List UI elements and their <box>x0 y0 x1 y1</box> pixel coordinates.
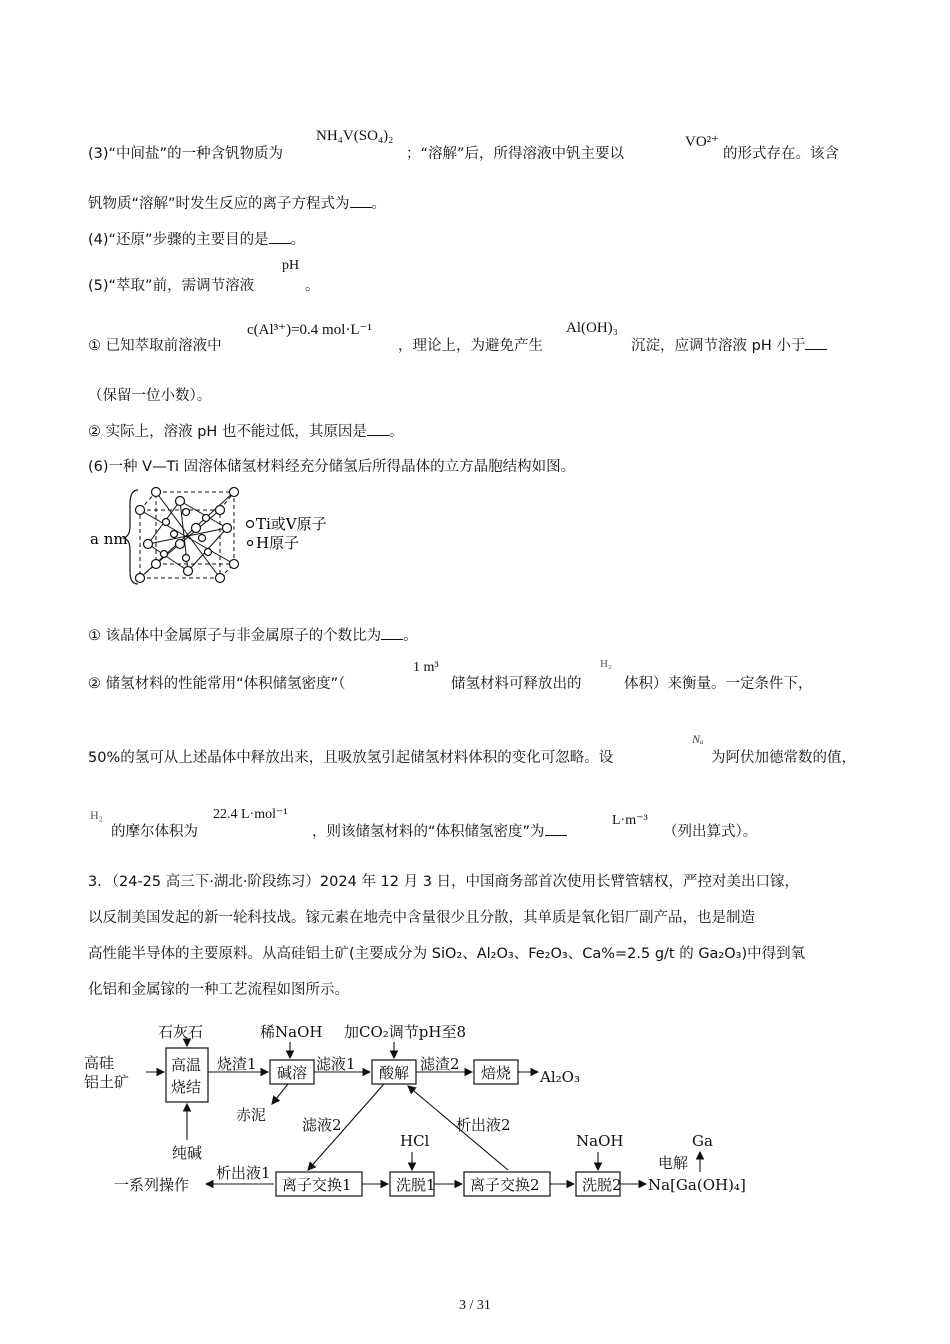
alkali-label: 碱溶 <box>277 1064 308 1082</box>
q6-4-t2 <box>312 820 567 841</box>
answer-blank <box>350 195 372 208</box>
eluate2-label: 析出液2 <box>456 1116 511 1134</box>
roast-label: 焙烧 <box>481 1064 512 1082</box>
electrolysis-label: 电解 <box>658 1154 689 1172</box>
formula-h2: H₂ <box>600 658 612 670</box>
text: ，则该储氢材料的“体积储氢密度”为 <box>312 824 545 840</box>
acid-label: 酸解 <box>379 1064 410 1082</box>
raw-label-2: 铝土矿 <box>84 1073 130 1091</box>
q6-2 <box>88 672 345 693</box>
q6-2-mid: 储氢材料可释放出的 <box>451 676 582 692</box>
q7-line-2: 以反制美国发起的新一轮科技战。镓元素在地壳中含量很少且分散，其单质是氧化铝厂副产品，也是制造 <box>88 910 755 926</box>
text: ② 实际上，溶液 pH 也不能过低，其原因是 <box>88 424 367 440</box>
legend-ti-label: Ti或V原子 <box>256 515 327 533</box>
text: ① 已知萃取前溶液中 <box>88 338 222 354</box>
product-label: Na[Ga(OH)₄] <box>648 1176 746 1194</box>
formula-vo2: VO²⁺ <box>685 134 720 150</box>
wash1-label: 洗脱1 <box>396 1176 436 1194</box>
q7-line-4: 化铝和金属镓的一种工艺流程如图所示。 <box>88 982 349 998</box>
formula-c-al: c(Al³⁺)=0.4 mol·L⁻¹ <box>247 322 372 338</box>
q5-1b: （保留一位小数）。 <box>88 388 212 404</box>
q5-1 <box>88 334 222 355</box>
hcl-label: HCl <box>400 1132 430 1150</box>
q6-3 <box>88 746 613 767</box>
q5-1-mid: ，理论上，为避免产生 <box>398 338 543 354</box>
text: ② 储氢材料的性能常用“体积储氢密度”（ <box>88 676 346 692</box>
text: (3)“中间盐”的一种含钒物质为 <box>88 146 284 162</box>
q7-line-1: 3．（24-25 高三下·湖北·阶段练习）2024 年 12 月 3 日，中国商务部首次使用长臂管辖权，严控对美出口镓， <box>88 874 800 890</box>
residue2-label: 滤渣2 <box>420 1055 460 1073</box>
wash2-label: 洗脱2 <box>582 1176 622 1194</box>
page-number: 3 / 31 <box>459 1298 491 1313</box>
q7-line-3: 高性能半导体的主要原料。从高硅铝土矿(主要成分为 SiO₂、Al₂O₃、Fe₂O₃、Ca%=2.5 g/t 的 Ga₂O₃)中得到氧 <box>88 946 806 962</box>
answer-blank <box>381 627 403 640</box>
q5-end: 。 <box>305 278 320 294</box>
q5-1-suffix <box>631 334 827 355</box>
formula-na: Nₐ <box>692 732 704 746</box>
filtrate2-label: 滤液2 <box>302 1116 342 1134</box>
text: 钒物质“溶解”时发生反应的离子方程式为 <box>88 196 350 212</box>
q6-4-t1: 的摩尔体积为 <box>111 824 198 840</box>
crystal-structure-figure <box>86 482 366 588</box>
text: 50%的氢可从上述晶体中释放出来，且吸放氢引起储氢材料体积的变化可忽略。设 <box>88 750 614 766</box>
sinter-label-1: 高温 <box>171 1056 202 1074</box>
sinter-label-2: 烧结 <box>171 1078 202 1096</box>
al2o3-label: Al₂O₃ <box>540 1068 580 1086</box>
q6-3-suffix: 为阿伏加德常数的值， <box>711 750 856 766</box>
legend-h-symbol <box>248 541 253 546</box>
q4: (4)“还原”步骤的主要目的是 。 <box>88 232 306 248</box>
q6-4-t3: （列出算式）。 <box>663 824 758 840</box>
q6-2-suffix: 体积）来衡量。一定条件下， <box>624 676 813 692</box>
formula-1m3: 1 m³ <box>413 660 439 675</box>
eluate1-label: 析出液1 <box>216 1164 271 1182</box>
formula-unit: L·m⁻³ <box>612 813 648 828</box>
process-flowchart <box>80 1018 770 1204</box>
raw-label-1: 高硅 <box>84 1054 115 1072</box>
limestone-label: 石灰石 <box>158 1023 204 1041</box>
text: (4)“还原”步骤的主要目的是 <box>88 232 269 248</box>
red-mud-label: 赤泥 <box>236 1106 267 1124</box>
co2-label: 加CO₂调节pH至8 <box>344 1023 467 1041</box>
formula-nh4vso42: NH₄V(SO₄)₂ <box>316 128 394 144</box>
filtrate1-label: 滤液1 <box>316 1055 356 1073</box>
answer-blank <box>269 231 291 244</box>
q5-2: ② 实际上，溶液 pH 也不能过低，其原因是 。 <box>88 424 404 440</box>
ga-label: Ga <box>692 1132 713 1150</box>
dimension-label: a nm <box>90 530 128 548</box>
naoh-label: NaOH <box>576 1132 624 1150</box>
q5 <box>88 274 254 295</box>
ion2-label: 离子交换2 <box>470 1176 540 1194</box>
text: ① 该晶体中金属原子与非金属原子的个数比为 <box>88 628 382 644</box>
legend-ti-symbol <box>247 521 254 528</box>
text: 沉淀，应调节溶液 pH 小于 <box>631 338 806 354</box>
answer-blank <box>805 337 827 350</box>
q6: (6)一种 V—Ti 固溶体储氢材料经充分储氢后所得晶体的立方晶胞结构如图。 <box>88 459 576 475</box>
q3-line1-suffix: 的形式存在。该含 <box>723 146 839 162</box>
legend-h-label: H原子 <box>256 534 300 552</box>
slag1-label: 烧渣1 <box>217 1055 257 1073</box>
formula-ph: pH <box>282 258 300 273</box>
formula-molar-volume: 22.4 L·mol⁻¹ <box>213 807 288 822</box>
text: (5)“萃取”前，需调节溶液 <box>88 278 255 294</box>
q3-line1-mid: ；“溶解”后，所得溶液中钒主要以 <box>406 146 625 162</box>
q6-1: ① 该晶体中金属原子与非金属原子的个数比为 。 <box>88 628 418 644</box>
formula-h2-b: H₂ <box>90 808 103 822</box>
answer-blank <box>367 423 389 436</box>
q3-line1 <box>88 142 283 163</box>
answer-blank <box>545 823 567 836</box>
formula-aloh3: Al(OH)₃ <box>566 320 618 336</box>
brace <box>124 490 138 584</box>
soda-label: 纯碱 <box>172 1144 203 1162</box>
ion1-label: 离子交换1 <box>282 1176 352 1194</box>
series-label: 一系列操作 <box>114 1176 190 1194</box>
dilute-naoh-label: 稀NaOH <box>260 1023 323 1041</box>
q3-line2: 钒物质“溶解”时发生反应的离子方程式为 。 <box>88 196 387 212</box>
